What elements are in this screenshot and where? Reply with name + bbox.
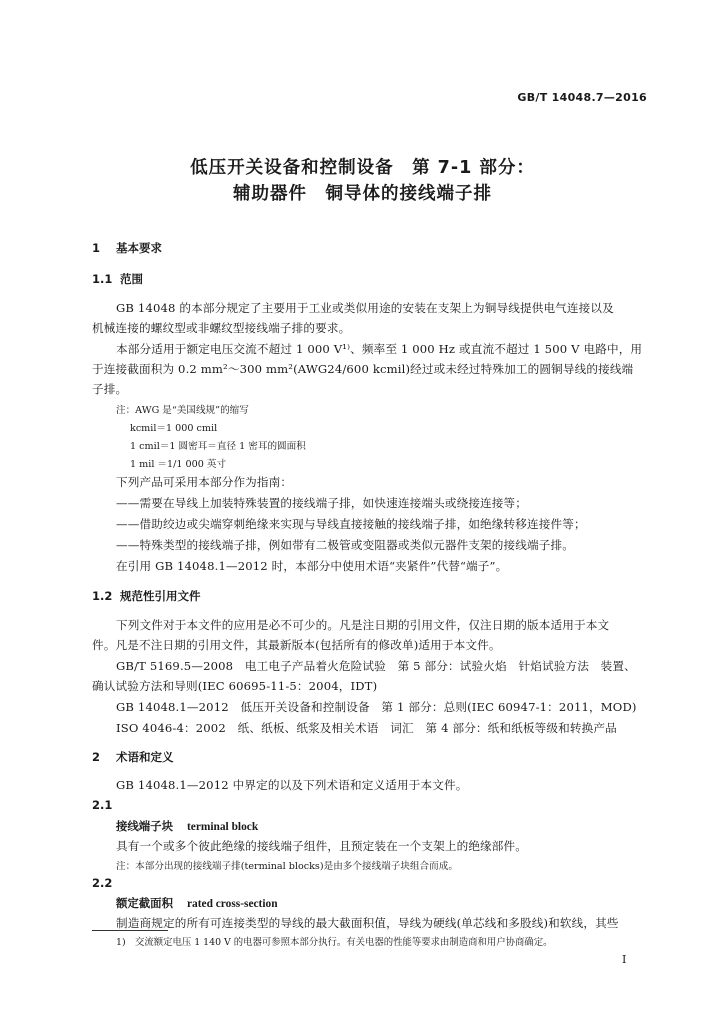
terms-intro: GB 14048.1—2012 中界定的以及下列术语和定义适用于本文件。 <box>116 778 468 792</box>
term-chinese: 额定截面积 <box>116 896 173 910</box>
standard-code: GB/T 14048.7—2016 <box>517 91 647 104</box>
definition-2-2-text: 制造商规定的所有可连接类型的导线的最大截面积值，导线为硬线(单芯线和多股线)和软线，其些 <box>116 916 619 930</box>
section-number: 2 <box>92 750 101 764</box>
scope-note-line-4: 1 mil ＝1/1 000 英寸 <box>130 459 227 470</box>
guide-item-1: ——需要在导线上加装特殊装置的接线端子排，如快速连接端头或绕接连接等； <box>116 496 528 510</box>
term-english: terminal block <box>186 821 259 833</box>
subsection-1-2-heading <box>92 588 201 604</box>
subsection-title: 范围 <box>120 272 143 286</box>
subsection-1-1-heading <box>92 271 143 287</box>
definition-2-1-number: 2.1 <box>92 798 113 812</box>
section-2-heading <box>92 749 174 765</box>
refs-paragraph-line-2: 件。凡是不注日期的引用文件，其最新版本(包括所有的修改单)适用于本文件。 <box>92 638 501 652</box>
cite-note: 在引用 GB 14048.1—2012 时，本部分中使用术语“夹紧件”代替“端子”。 <box>116 559 508 573</box>
document-title-line-1: 低压开关设备和控制设备 第 7-1 部分： <box>190 158 535 178</box>
reference-2: GB 14048.1—2012 低压开关设备和控制设备 第 1 部分：总则(IEC 60947-1：2011，MOD) <box>116 700 637 714</box>
page-number: I <box>622 953 627 966</box>
scope-paragraph-2-line-2: 于连接截面积为 0.2 mm²～300 mm²(AWG24/600 kcmil)经过或未经过特殊加工的圆铜导线的接线端 <box>92 362 634 376</box>
definition-2-1-note: 注：本部分出现的接线端子排(terminal blocks)是由多个接线端子块组合而成。 <box>116 861 458 872</box>
scope-paragraph-2-line-1: 本部分适用于额定电压交流不超过 1 000 V¹⁾、频率至 1 000 Hz 或直流不超过 1 500 V 电路中，用 <box>116 342 643 356</box>
section-title: 基本要求 <box>116 241 162 255</box>
guide-item-3: ——特殊类型的接线端子排，例如带有二极管或变阻器或类似元器件支架的接线端子排。 <box>116 538 575 552</box>
subsection-number: 1.1 <box>92 272 113 286</box>
definition-2-2-term <box>116 895 278 911</box>
reference-3: ISO 4046-4：2002 纸、纸板、纸浆及相关术语 词汇 第 4 部分：纸和纸板等级和转换产品 <box>116 721 617 735</box>
scope-note-line-1: 注：AWG 是“美国线规”的缩写 <box>116 405 249 416</box>
reference-1-line-1: GB/T 5169.5—2008 电工电子产品着火危险试验 第 5 部分：试验火焰 针焰试验方法 装置、 <box>116 659 636 673</box>
scope-note-line-3: 1 cmil＝1 圆密耳＝直径 1 密耳的圆面积 <box>130 441 306 452</box>
scope-paragraph-1-line-2: 机械连接的螺纹型或非螺纹型接线端子排的要求。 <box>92 321 351 335</box>
term-chinese: 接线端子块 <box>116 819 173 833</box>
subsection-number: 1.2 <box>92 589 113 603</box>
guide-intro: 下列产品可采用本部分作为指南： <box>116 475 293 489</box>
footnote-divider <box>92 930 168 931</box>
scope-paragraph-2-line-3: 子排。 <box>92 382 128 396</box>
scope-note-line-2: kcmil＝1 000 cmil <box>130 423 218 434</box>
section-number: 1 <box>92 241 101 255</box>
definition-2-2-number: 2.2 <box>92 876 113 890</box>
term-english: rated cross-section <box>186 898 278 910</box>
reference-1-line-2: 确认试验方法和导则(IEC 60695-11-5：2004，IDT) <box>92 679 378 693</box>
definition-2-1-text: 具有一个或多个彼此绝缘的接线端子组件，且预定装在一个支架上的绝缘部件。 <box>116 839 528 853</box>
subsection-title: 规范性引用文件 <box>120 589 201 603</box>
definition-2-1-term <box>116 818 258 834</box>
document-title-line-2: 辅助器件 铜导体的接线端子排 <box>233 184 492 204</box>
guide-item-2: ——借助绞边或尖端穿刺绝缘来实现与导线直接接触的接线端子排，如绝缘转移连接件等； <box>116 517 586 531</box>
section-title: 术语和定义 <box>116 750 174 764</box>
refs-paragraph-line-1: 下列文件对于本文件的应用是必不可少的。凡是注日期的引用文件，仅注日期的版本适用于本文 <box>116 618 610 632</box>
footnote: 1) 交流额定电压 1 140 V 的电器可参照本部分执行。有关电器的性能等要求由制造商和用户协商确定。 <box>116 937 553 948</box>
scope-paragraph-1-line-1: GB 14048 的本部分规定了主要用于工业或类似用途的安装在支架上为铜导线提供电气连接以及 <box>116 301 614 315</box>
section-1-heading <box>92 240 162 256</box>
